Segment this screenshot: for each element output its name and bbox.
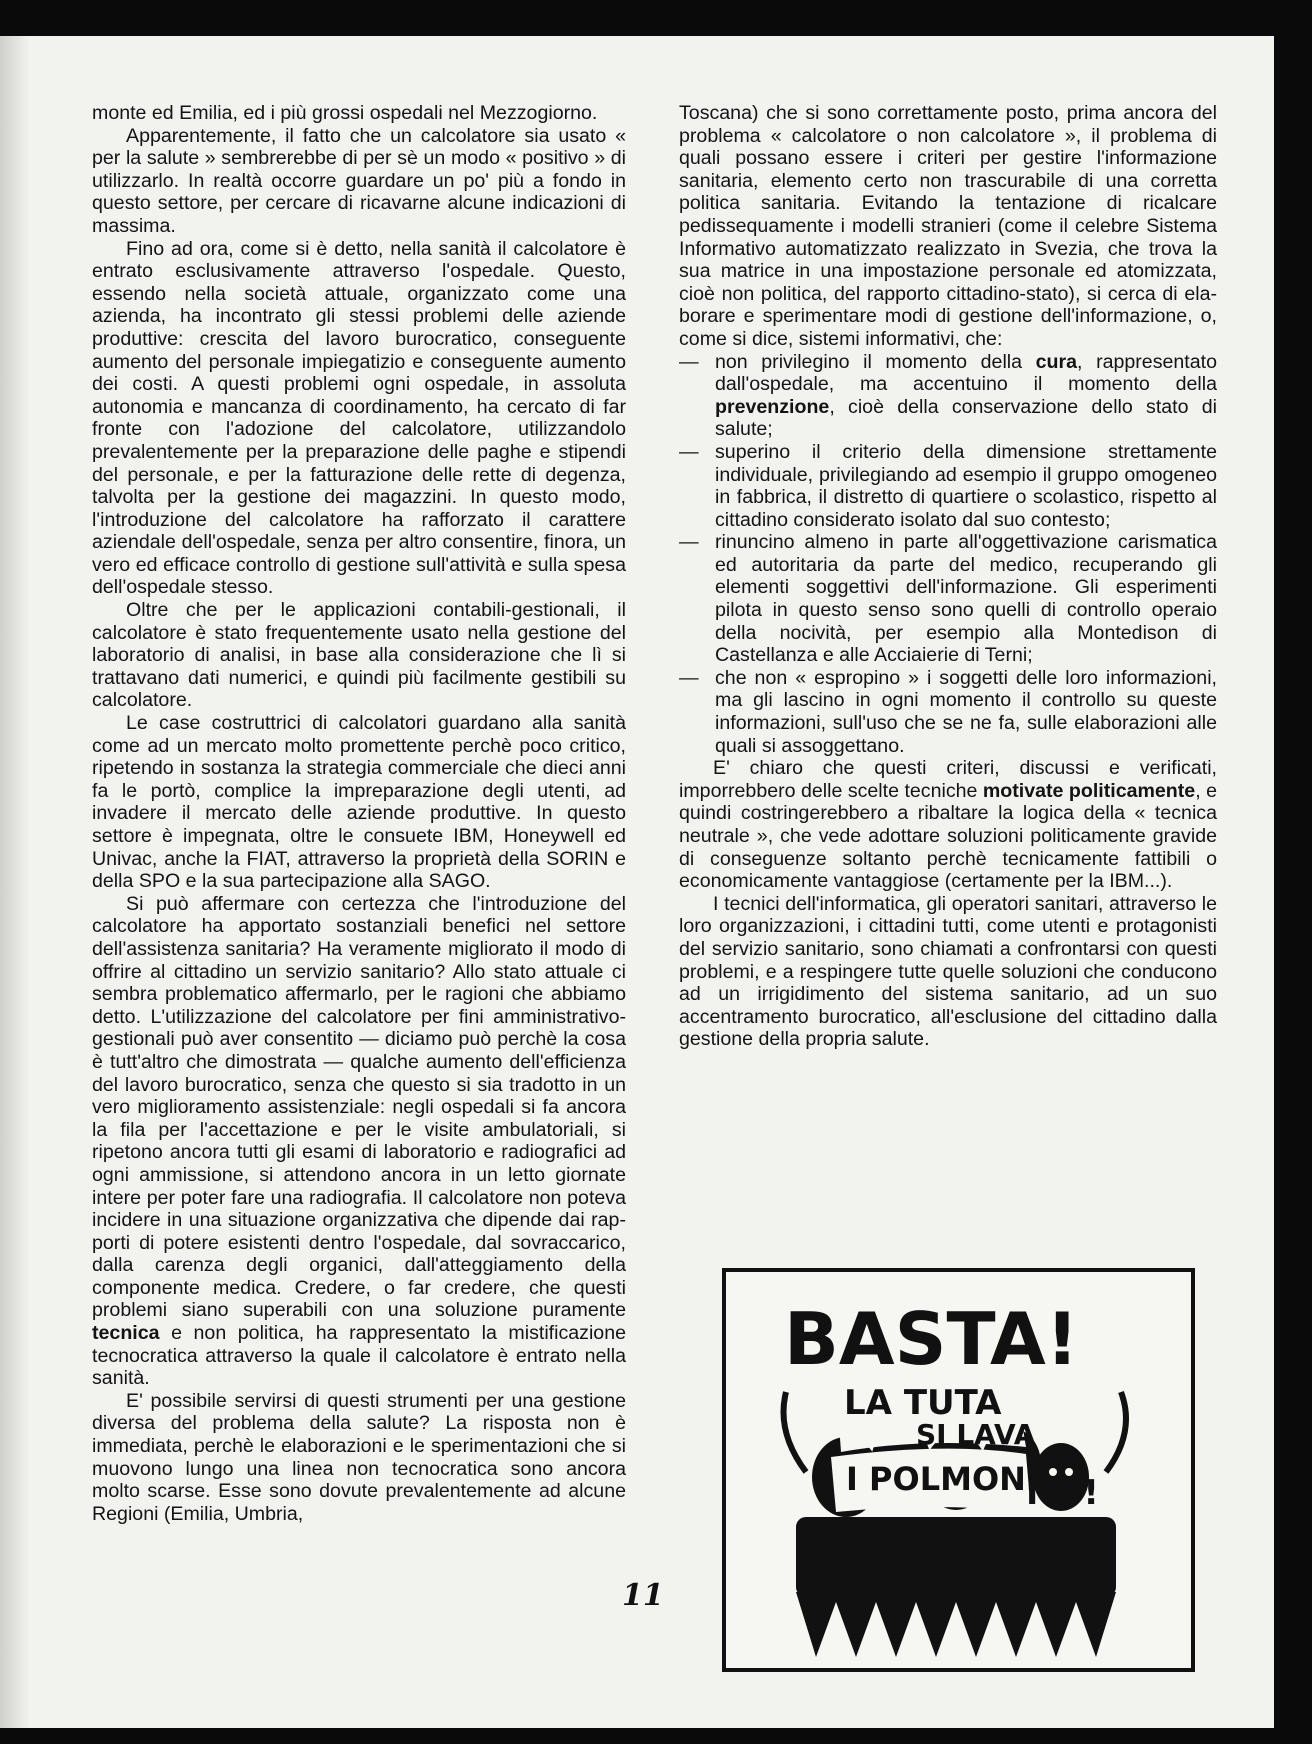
text-run: non privilegino il momento della [715, 350, 1036, 373]
raised-arm [1106, 1392, 1126, 1472]
bold-term: cura [1035, 350, 1078, 373]
cartoon-text-line: I POLMONI [846, 1460, 1038, 1498]
text-run: E' chiaro che questi criteri, discussi e verificati, imporrebbero delle scelte tecniche [679, 757, 1217, 802]
text-run: , e quindi costringerebbero a ribaltare la logica della « tecnica neutrale », che vede adottare soluzioni politicamente gravide di conseguenze soltanto perchè tecnicamente fattibili o economicamente vantaggiose (certamente per la IBM...). [679, 779, 1217, 893]
cartoon-text-line: LA TUTA [844, 1383, 1002, 1423]
scan-bottom-border [0, 1728, 1312, 1744]
bold-term: prevenzione [715, 395, 830, 418]
text-run: e non politica, ha rappresentato la mistificazione tecnocratica attraverso la quale il calcolatore è entrato nella sanità. [92, 1322, 626, 1390]
page-number: 11 [622, 1578, 664, 1613]
paragraph: E' possibile servirsi di questi strumenti per una gestione diversa del problema della salute? La risposta non è immediata, perchè le elaborazioni e le sperimentazioni che si muovono lungo una linea non tecnocratica sono ancora molto scarse. Esse sono dovute prevalentemente ad alcune Regioni (Emilia, Umbria, [92, 1389, 626, 1525]
dash-list-item: — superino il criterio della dimensione strettamente individuale, privilegiando ad esempio il gruppo omogeneo in fabbrica, il distretto di quartiere o scolastico, rispetto al cittadino considerato isolato dal suo contesto; [679, 441, 1217, 531]
raised-arm [784, 1392, 807, 1472]
scan-left-edge [0, 36, 30, 1728]
paragraph: I tecnici dell'informatica, gli operatori sanitari, attraverso le loro organizzazioni, i cittadini tutti, come utenti e protagonisti del servizio sanitario, sono chiamati a confrontarsi con questi problemi, e a respingere tutte quelle soluzioni che conducono ad un irrigidimento del sistema sanitario, ad un suo accentramento burocratico, all'esclusione del cittadino dalla gestione della propria salute. [679, 892, 1217, 1051]
paragraph: Fino ad ora, come si è detto, nella sanità il calcolatore è entrato esclusivamente attraverso l'ospedale. Questo, essendo nella società attuale, organizzato come una azienda, ha incontrato gli stessi problemi delle aziende produttive: crescita del lavoro burocratico, conseguente aumento del personale impiegatizio e conseguente aumento dei costi. A questi problemi ogni ospedale, in assoluta autonomia e mancanza di coordinamento, ha cercato di far fronte con l'adozione del calcolatore, utilizzandolo prevalentemente per la preparazione delle paghe e stipendi del personale, e per la fatturazione delle rette di degenza, talvolta per la gestione dei magazzini. In questo modo, l'introduzione del calcolatore ha rafforzato il carattere aziendale dell'ospedale, senza per altro consentire, finora, un vero ed efficace controllo di gestione sull'attività e sulla spesa dell'ospedale stesso. [92, 237, 626, 599]
bold-term: motivate politicamente [982, 779, 1196, 802]
paragraph: Oltre che per le applicazioni contabili-gestionali, il calcolatore è stato frequentemente usato nella gestione del laboratorio di analisi, in base alla considerazione che lì si trattavano dati numerici, e quindi più facilmente gestibili su calcolatore. [92, 599, 626, 712]
right-text-column [679, 102, 1217, 1051]
paragraph [92, 893, 626, 1390]
paragraph [679, 757, 1217, 893]
cartoon-drawing [726, 1272, 1191, 1668]
cartoon-illustration [722, 1268, 1195, 1672]
paragraph: Le case costruttrici di calcolatori guardano alla sanità come ad un mercato molto promettente perchè poco critico, ripetendo in sostanza la strategia commerciale che dieci anni fa le portò, complice la impreparazione degli utenti, ad invadere il mercato delle aziende produttive. In questo settore è impegnata, oltre le consuete IBM, Honeywell ed Univac, anche la FIAT, attraverso la proprietà della SORIN e della SPO e la sua partecipazione alla SAGO. [92, 712, 626, 893]
text-run: Si può affermare con certezza che l'introduzione del calcolatore ha apportato sostanziali benefici nel settore dell'assistenza sanitaria? Ha veramente migliorato il modo di offrire al cittadino un servizio sanitario? Allo stato attuale ci sembra problematico affermarlo, per le ragioni che abbiamo detto. L'utilizzazione del calcolatore per fini amministrativo-gestionali può aver consentito — diciamo può perchè la cosa è tutt'altro che dimostrata — qualche aumento dell'efficienza del lavoro burocratico, senza che questo si sia tradotto in un vero miglioramento assistenziale: negli ospedali si fa ancora la fila per l'accettazione e per le visite ambulatoriali, si ripetono ancora tutti gli esami di laboratorio e radiografici ad ogni ammissione, si attendono ancora in un letto giornate intere per poter fare una radiografia. Il calcolatore non poteva incidere in una situazione organizzativa che dipende dai rapporti di potere esistenti dentro l'ospedale, dal sovraccarico, dalla carenza degli organici, dall'atteggiamento della componente medica. Credere, o far credere, che questi problemi siano superabili con una soluzione puramente [92, 892, 626, 1322]
text-run: , cioè della conservazione dello stato di salute; [715, 395, 1217, 441]
dash-list-item: — che non « espropino » i soggetti delle loro informazioni, ma gli lascino in ogni momento il controllo su queste informazioni, sull'uso che se ne fa, sulle elaborazioni alle quali si assoggettano. [679, 667, 1217, 757]
dash-list-item [679, 351, 1217, 441]
paragraph: Apparentemente, il fatto che un calcolatore sia usato « per la salute » sembrerebbe di per sè un modo « positivo » di utilizzarlo. In realtà occorre guardare un po' più a fondo in questo settore, per cercare di ricavarne alcune indicazioni di massima. [92, 124, 626, 237]
cartoon-title-basta: BASTA! [784, 1297, 1079, 1381]
paragraph: monte ed Emilia, ed i più grossi ospedali nel Mezzogiorno. [92, 102, 598, 124]
left-text-column [92, 102, 626, 1525]
dash-list-item: — rinuncino almeno in parte all'oggettivazione carismatica ed autoritaria da parte del medico, recuperando gli elementi soggettivi dell'informazione. Gli esperimenti pilota in questo senso sono quelli di controllo operaio della nocività, per esempio alla Montedison di Castellanza e alle Acciaierie di Terni; [679, 531, 1217, 667]
cartoon-text-line: SI LAVA [916, 1418, 1036, 1451]
bold-term: tecnica [92, 1322, 160, 1345]
cartoon-text-line: NO! [1026, 1473, 1099, 1513]
scan-top-border [0, 0, 1312, 36]
text-run: , rappresentato dall'ospedale, ma accentuino il momento della [715, 350, 1217, 396]
scan-right-border [1274, 0, 1312, 1744]
paragraph: Toscana) che si sono correttamente posto, prima ancora del problema « calcolatore o non calcolatore », il problema di quali possano essere i criteri per gestire l'informazione sanitaria, elemento certo non trascurabile di una corretta politica sanitaria. Evitando la tentazione di ricalcare pedissequamente i modelli stranieri (come il celebre Sistema Informativo automatizzato realizzato in Svezia, che trova la sua matrice in una impostazione personale ed atomizzata, cioè non politica, del rapporto cittadino-stato), si cerca di elaborare e sperimentare modi di gestione dell'informazione, o, come si dice, sistemi informativi, che: [679, 102, 1217, 350]
